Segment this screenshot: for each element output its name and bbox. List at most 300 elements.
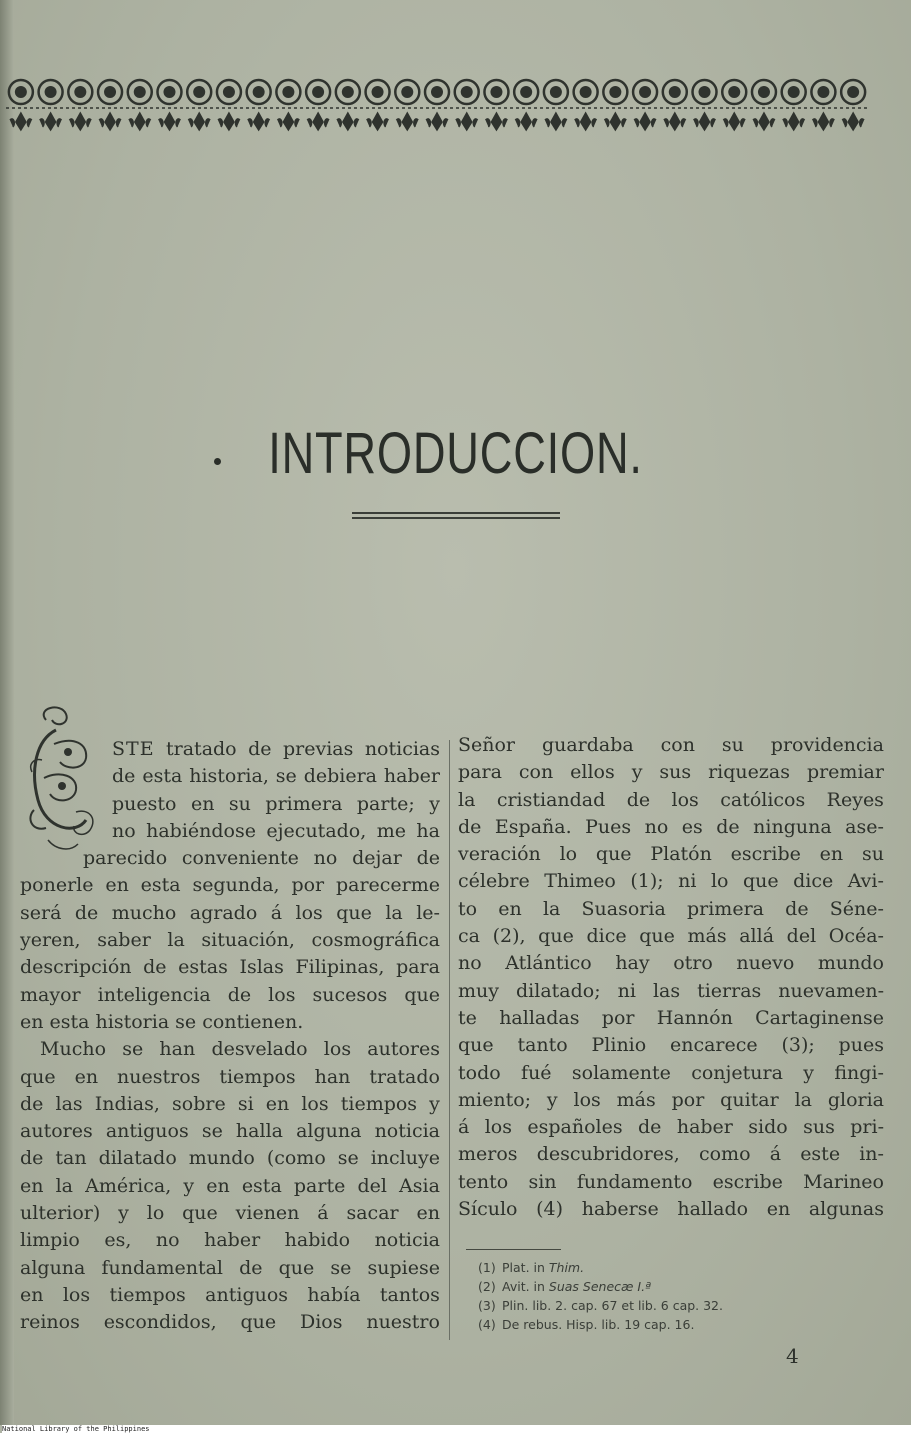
text-line xyxy=(20,1173,440,1200)
word: á xyxy=(458,1116,470,1139)
word: de xyxy=(638,1116,662,1139)
word: alguna xyxy=(296,1120,362,1143)
word: con xyxy=(660,734,695,756)
word: escribe xyxy=(730,843,801,866)
word: que xyxy=(742,870,779,893)
fleuron-mark xyxy=(664,113,686,130)
word: los xyxy=(62,1283,91,1306)
word: tiempos xyxy=(109,1283,186,1306)
text-line xyxy=(458,759,884,786)
word: cosmográfica xyxy=(311,929,440,952)
rosette-center xyxy=(163,86,175,98)
word: que xyxy=(595,843,632,866)
word: tento xyxy=(458,1170,509,1193)
word: su xyxy=(228,792,251,815)
text-line xyxy=(20,845,440,872)
word: muy xyxy=(458,979,499,1002)
word: con xyxy=(518,761,554,784)
text-line xyxy=(20,1145,440,1172)
fleuron-mark xyxy=(158,113,180,130)
word: sobre xyxy=(172,1092,226,1115)
fleuron-mark xyxy=(129,113,151,130)
page-gutter-edge xyxy=(0,0,14,1425)
word: esta xyxy=(140,874,181,897)
word: que xyxy=(639,925,675,948)
word: debiera xyxy=(303,765,377,788)
fleuron-mark xyxy=(307,113,329,130)
text-line xyxy=(20,872,440,899)
text-line xyxy=(458,1141,884,1168)
word: previas xyxy=(282,738,354,760)
word: conveniente xyxy=(181,847,299,870)
text-line xyxy=(20,1064,440,1091)
text-line xyxy=(458,787,884,814)
decorative-border-ornament xyxy=(6,72,868,136)
word: de xyxy=(112,765,136,788)
word: fué xyxy=(521,1061,552,1084)
word: en xyxy=(20,1174,44,1197)
rosette-center xyxy=(134,86,146,98)
rosette-center xyxy=(847,86,859,98)
word: es, xyxy=(104,1229,132,1252)
word: ulterior) xyxy=(20,1202,101,1225)
word: mucho xyxy=(111,901,177,924)
rosette-center xyxy=(550,86,562,98)
fleuron-mark xyxy=(396,113,418,130)
word: tierras xyxy=(697,979,762,1002)
word: los xyxy=(295,901,323,924)
rosette-center xyxy=(104,86,116,98)
left-text-column xyxy=(20,736,440,1337)
word: no xyxy=(155,1229,180,1252)
word: tanto xyxy=(517,1034,568,1057)
text-line xyxy=(20,791,440,818)
word: del xyxy=(357,1174,387,1197)
word: historia, xyxy=(189,765,269,788)
word: á xyxy=(270,901,283,924)
word: tratado xyxy=(166,738,237,760)
rosette-center xyxy=(282,86,294,98)
word: haberse xyxy=(581,1198,659,1221)
word: solamente xyxy=(571,1061,671,1084)
word: lo xyxy=(559,843,578,866)
footnote-number: (1) xyxy=(478,1260,496,1275)
word: (4) xyxy=(536,1198,564,1221)
word: esta xyxy=(241,1174,282,1197)
word: Océa- xyxy=(828,925,884,948)
word: de xyxy=(785,897,809,920)
word: tantos xyxy=(379,1283,440,1306)
rosette-center xyxy=(431,86,443,98)
text-line xyxy=(20,763,440,790)
fleuron-mark xyxy=(634,113,656,130)
word: en xyxy=(20,1283,44,1306)
text-line xyxy=(20,818,440,845)
word: halladas xyxy=(499,1006,580,1029)
word: Séne- xyxy=(829,897,884,920)
word: en xyxy=(416,1202,440,1225)
right-text-column xyxy=(458,732,884,1223)
word: hay xyxy=(615,952,650,975)
word: haber xyxy=(383,765,440,788)
word: gloria xyxy=(827,1088,884,1111)
rosette-center xyxy=(580,86,592,98)
word: han xyxy=(314,1065,351,1088)
word: agrado xyxy=(189,901,258,924)
rosette-center xyxy=(461,86,473,98)
word: de xyxy=(143,956,167,979)
word: sucesos xyxy=(312,983,388,1006)
rosette-center xyxy=(401,86,413,98)
word: se xyxy=(201,1120,223,1143)
word: hallado xyxy=(677,1198,749,1221)
footnote-number: (2) xyxy=(478,1279,496,1294)
word: Platón xyxy=(650,843,712,866)
word: antiguos xyxy=(105,1120,189,1143)
word: Filipinas, xyxy=(295,956,385,979)
word: la xyxy=(167,929,185,952)
word: no xyxy=(313,847,338,870)
text-line xyxy=(20,1118,440,1145)
word: (2), xyxy=(492,925,526,948)
fleuron-mark xyxy=(40,113,62,130)
word: se xyxy=(337,1147,359,1170)
word: te xyxy=(458,1006,477,1029)
text-line xyxy=(20,954,440,981)
word: para xyxy=(458,761,502,784)
word: los xyxy=(268,983,296,1006)
fleuron-mark xyxy=(812,113,834,130)
word: de xyxy=(239,1256,263,1279)
word: habiéndose xyxy=(146,819,256,842)
word: más xyxy=(616,1088,656,1111)
word: había xyxy=(307,1283,361,1306)
word: reinos xyxy=(20,1311,80,1334)
word: de xyxy=(227,983,252,1006)
word: de xyxy=(74,901,99,924)
word: del xyxy=(786,925,817,948)
word: que xyxy=(182,1202,218,1225)
word: conjetura xyxy=(691,1061,783,1084)
word: es xyxy=(681,815,703,838)
word: sus xyxy=(803,1116,835,1139)
text-line xyxy=(20,1282,440,1309)
word: haber xyxy=(676,1116,733,1139)
rosette-center xyxy=(15,86,27,98)
word: no xyxy=(112,819,136,842)
word: noticia xyxy=(374,1229,440,1252)
word: en xyxy=(766,1198,791,1221)
word: nuestros xyxy=(117,1065,201,1088)
word: tan xyxy=(55,1147,87,1170)
word: y xyxy=(429,1092,440,1115)
rosette-center xyxy=(372,86,384,98)
word: mundo xyxy=(188,1147,255,1170)
word: la xyxy=(458,788,476,811)
rosette-center xyxy=(728,86,740,98)
word: y xyxy=(631,761,643,784)
word: su xyxy=(861,843,884,866)
word: que xyxy=(336,901,372,924)
word: ejecutado, xyxy=(266,819,367,842)
word: puesto xyxy=(112,792,177,815)
word: allá xyxy=(739,925,775,948)
word: le- xyxy=(416,901,440,924)
rosette-center xyxy=(699,86,711,98)
word: y xyxy=(429,792,440,815)
word: y xyxy=(546,1088,558,1111)
word: mundo xyxy=(817,952,884,975)
text-line xyxy=(458,950,884,977)
word: y xyxy=(183,1174,195,1197)
rosette-center xyxy=(342,86,354,98)
text-line xyxy=(458,1114,884,1141)
text-line xyxy=(458,868,884,895)
text-line xyxy=(20,900,440,927)
word: se xyxy=(122,1038,144,1061)
word: y xyxy=(118,1202,129,1225)
text-line xyxy=(20,982,440,1009)
word: en xyxy=(819,843,844,866)
footnote-number: (4) xyxy=(478,1317,496,1332)
text-line xyxy=(458,1169,884,1196)
word: España. xyxy=(494,815,572,838)
word: las xyxy=(55,1092,83,1115)
word: miento; xyxy=(458,1088,532,1111)
fleuron-mark xyxy=(248,113,270,130)
text-line xyxy=(20,1036,440,1063)
paragraph-end-line: en esta historia se contienen. xyxy=(20,1010,304,1033)
text-line xyxy=(20,927,440,954)
word: Suasoria xyxy=(581,897,666,920)
word: los xyxy=(573,1088,601,1111)
word: autores xyxy=(20,1120,93,1143)
fleuron-mark xyxy=(694,113,716,130)
word: noticia xyxy=(374,1120,440,1143)
word: providencia xyxy=(770,734,884,756)
fleuron-mark xyxy=(99,113,121,130)
fleuron-mark xyxy=(783,113,805,130)
word: pri- xyxy=(850,1116,884,1139)
word: dejar xyxy=(352,847,402,870)
word: parte xyxy=(293,1174,346,1197)
word: católicos xyxy=(720,788,806,811)
word: premiar xyxy=(806,761,884,784)
word: á xyxy=(317,1202,329,1225)
word: que xyxy=(278,1256,315,1279)
rosette-center xyxy=(253,86,265,98)
footnote-text: De rebus. Hisp. lib. 19 cap. 16. xyxy=(502,1317,695,1332)
text-line xyxy=(458,1087,884,1114)
word: ni xyxy=(617,979,636,1002)
word: si xyxy=(237,1092,254,1115)
word: Plinio xyxy=(591,1034,647,1057)
text-line xyxy=(458,978,884,1005)
word: sacar xyxy=(346,1202,399,1225)
word: in- xyxy=(859,1143,884,1166)
word: ase- xyxy=(845,815,884,838)
word: en xyxy=(190,792,215,815)
fleuron-mark xyxy=(604,113,626,130)
footnote-text: Plin. lib. 2. cap. 67 et lib. 6 cap. 32. xyxy=(502,1298,723,1313)
word: de xyxy=(626,788,651,811)
word: de xyxy=(20,1092,44,1115)
word: descubridores, xyxy=(536,1143,680,1166)
word: se xyxy=(275,765,297,788)
word: inteligencia xyxy=(97,983,211,1006)
word: riquezas xyxy=(708,761,790,784)
fleuron-mark xyxy=(10,113,32,130)
text-line xyxy=(458,1005,884,1032)
word: cristiandad xyxy=(496,788,606,811)
word: (como xyxy=(266,1147,326,1170)
footnote-text: Avit. in xyxy=(502,1279,549,1294)
fleuron-mark xyxy=(337,113,359,130)
page-number: 4 xyxy=(786,1344,799,1368)
library-watermark: National Library of the Philippines xyxy=(2,1425,911,1433)
footnote-item xyxy=(478,1258,862,1277)
word: tiempos xyxy=(340,1092,418,1115)
word: halla xyxy=(235,1120,283,1143)
footnote-rule xyxy=(466,1249,561,1250)
text-line xyxy=(458,1196,884,1223)
word: las xyxy=(652,979,681,1002)
word: (3); xyxy=(781,1034,815,1057)
word: descripción xyxy=(20,956,132,979)
word: parecerme xyxy=(335,874,440,897)
word: dice xyxy=(586,925,627,948)
word: to xyxy=(458,897,478,920)
word: quitar xyxy=(720,1088,779,1111)
word: escribe xyxy=(712,1170,783,1193)
word: mayor xyxy=(20,983,81,1006)
rosette-center xyxy=(193,86,205,98)
word: han xyxy=(159,1038,196,1061)
word: primera xyxy=(265,792,343,815)
column-separator xyxy=(449,740,450,1340)
word: Avi- xyxy=(847,870,884,893)
rosette-center xyxy=(609,86,621,98)
word: Señor xyxy=(458,734,516,756)
word: que xyxy=(458,1034,494,1057)
word: este xyxy=(800,1143,841,1166)
word: escondidos, xyxy=(103,1311,217,1334)
word: ellos xyxy=(570,761,615,784)
rosette-center xyxy=(312,86,324,98)
word: Islas xyxy=(239,956,284,979)
footnote-item xyxy=(478,1315,862,1334)
word: haber xyxy=(204,1229,261,1252)
rosette-center xyxy=(74,86,86,98)
word: Atlántico xyxy=(505,952,592,975)
word: habido xyxy=(284,1229,351,1252)
word: meros xyxy=(458,1143,518,1166)
footnote-number: (3) xyxy=(478,1298,496,1313)
footnote-italic: Thim. xyxy=(548,1260,585,1275)
word: Thimeo xyxy=(544,870,616,893)
word: á xyxy=(769,1143,782,1166)
rosette-center xyxy=(788,86,800,98)
fleuron-mark xyxy=(485,113,507,130)
footnote-item xyxy=(478,1277,862,1296)
word: alguna xyxy=(20,1256,86,1279)
word: Cartaginense xyxy=(755,1006,884,1029)
footnote-item xyxy=(478,1296,862,1315)
word: de xyxy=(716,815,740,838)
rosette-center xyxy=(758,86,770,98)
word: los xyxy=(323,1038,352,1061)
word: Sículo xyxy=(458,1198,518,1221)
word: nuevamen- xyxy=(778,979,884,1002)
word: en xyxy=(105,874,129,897)
text-line xyxy=(20,1309,440,1336)
word: la xyxy=(794,1088,812,1111)
word: sus xyxy=(659,761,692,784)
footnotes xyxy=(478,1258,862,1334)
word: sido xyxy=(748,1116,788,1139)
word: de xyxy=(458,815,482,838)
word: españoles xyxy=(527,1116,623,1139)
footnote-text: Plat. in xyxy=(502,1260,549,1275)
word: (1); xyxy=(630,870,664,893)
word: y xyxy=(803,1061,815,1084)
word: todo xyxy=(458,1061,501,1084)
rosette-center xyxy=(45,86,57,98)
title-rule-top xyxy=(352,512,560,514)
rosette-center xyxy=(490,86,502,98)
fleuron-mark xyxy=(575,113,597,130)
text-line xyxy=(458,1060,884,1087)
word: fundamental xyxy=(101,1256,224,1279)
text-line xyxy=(20,1227,440,1254)
word: tiempos xyxy=(219,1065,296,1088)
word: Hannón xyxy=(656,1006,733,1029)
text-line xyxy=(458,923,884,950)
text-line xyxy=(20,736,440,763)
fleuron-mark xyxy=(515,113,537,130)
word: guardaba xyxy=(541,734,634,756)
word: no xyxy=(644,815,669,838)
word: dilatado xyxy=(98,1147,177,1170)
word: ni xyxy=(678,870,697,893)
word: situación, xyxy=(201,929,295,952)
word: de xyxy=(416,847,440,870)
word: la xyxy=(55,1174,73,1197)
word: estas xyxy=(178,956,228,979)
text-line xyxy=(20,1200,440,1227)
title-rule-bottom xyxy=(352,517,560,519)
word: STE xyxy=(112,738,155,760)
word: célebre xyxy=(458,870,530,893)
word: que xyxy=(20,1065,56,1088)
rosette-center xyxy=(520,86,532,98)
word: por xyxy=(671,1088,705,1111)
fleuron-mark xyxy=(367,113,389,130)
fleuron-mark xyxy=(723,113,745,130)
word: antiguos xyxy=(205,1283,289,1306)
word: como xyxy=(698,1143,751,1166)
word: más xyxy=(687,925,727,948)
word: en xyxy=(265,1092,290,1115)
word: desvelado xyxy=(211,1038,308,1061)
fleuron-mark xyxy=(753,113,775,130)
word: la xyxy=(385,901,403,924)
word: Dios xyxy=(299,1311,343,1334)
word: noticias xyxy=(364,738,440,760)
fleuron-mark xyxy=(69,113,91,130)
word: parecido xyxy=(83,847,168,870)
word: los xyxy=(484,1116,512,1139)
